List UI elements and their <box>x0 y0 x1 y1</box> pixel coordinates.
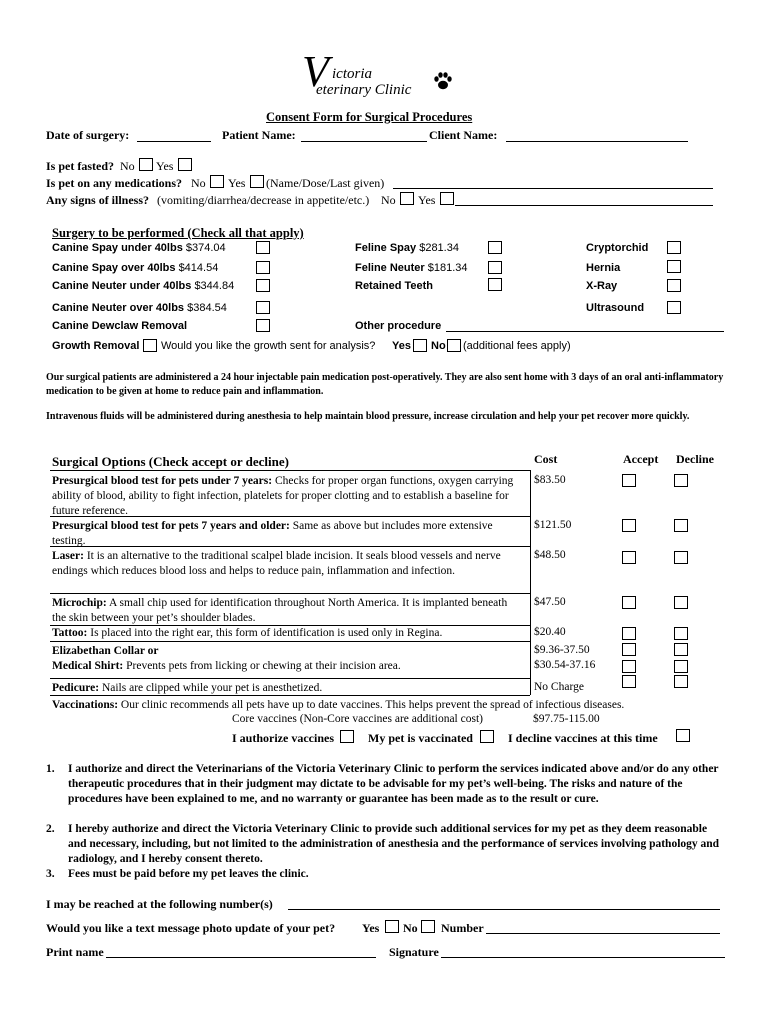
growth-question: Would you like the growth sent for analysis? <box>161 340 376 352</box>
accept-blood-test-under-7[interactable] <box>622 474 636 487</box>
other-procedure-label: Other procedure <box>355 320 442 332</box>
canine-spay-over-checkbox[interactable] <box>256 261 270 274</box>
option-blood-test-7-plus: Presurgical blood test for pets 7 years and older: Same as above but includes more extensive testing. <box>52 520 493 547</box>
retained-teeth-checkbox[interactable] <box>488 278 502 291</box>
accept-medical-shirt-2[interactable] <box>622 675 636 688</box>
pet-vaccinated-label: My pet is vaccinated <box>368 731 473 745</box>
accept-medical-shirt[interactable] <box>622 660 636 673</box>
canine-neuter-over-checkbox[interactable] <box>256 301 270 314</box>
cost-blood-test-under-7: $83.50 <box>534 474 566 486</box>
accept-e-collar[interactable] <box>622 643 636 656</box>
growth-no-checkbox[interactable] <box>447 339 461 352</box>
fasted-no-checkbox[interactable] <box>139 158 153 171</box>
cryptorchid-checkbox[interactable] <box>667 241 681 254</box>
decline-microchip[interactable] <box>674 596 688 609</box>
text-no-checkbox[interactable] <box>421 920 435 933</box>
phone-field[interactable] <box>288 909 720 910</box>
date-of-surgery-label: Date of surgery: <box>46 128 130 142</box>
decline-header: Decline <box>676 452 714 466</box>
client-name-field[interactable] <box>506 141 688 142</box>
growth-yes-checkbox[interactable] <box>413 339 427 352</box>
feline-spay-checkbox[interactable] <box>488 241 502 254</box>
feline-neuter-label: Feline Neuter $181.34 <box>355 262 468 274</box>
decline-medical-shirt[interactable] <box>674 660 688 673</box>
additional-fees-note: (additional fees apply) <box>463 340 571 352</box>
meds-no-label: No <box>191 176 206 190</box>
vaccinations-text: Vaccinations: Our clinic recommends all pets have up to date vaccines. This helps prevent the spread of infectious diseases. <box>52 699 625 711</box>
decline-vaccines-checkbox[interactable] <box>676 729 690 742</box>
consent-2-text: I hereby authorize and direct the Victoria Veterinary Clinic to provide such additional services for my pet as they deem reasonable and necessary, including, but not limited to the administration of anesthesia and the performance of services involving pathology and radiology, and I hereby consent thereto. <box>68 823 720 865</box>
option-pedicure: Pedicure: Nails are clipped while your pet is anesthetized. <box>52 682 323 694</box>
decline-tattoo[interactable] <box>674 627 688 640</box>
signature-field[interactable] <box>441 957 725 958</box>
fasted-label: Is pet fasted? <box>46 159 114 173</box>
consent-1-text: I authorize and direct the Veterinarians of the Victoria Veterinary Clinic to perform the services indicated above and/or do any other therapeutic procedures that in their judgment may dictate to be advisable for my pet’s well-being. The risks and nature of the procedures have been explained to me, and no warranty or guarantee has been made as to the result or cure. <box>68 763 719 805</box>
option-medical-shirt: Medical Shirt: Prevents pets from licking or chewing at their incision area. <box>52 660 401 672</box>
core-vaccines-label: Core vaccines (Non-Core vaccines are additional cost) <box>232 713 483 725</box>
illness-no-label: No <box>381 193 396 207</box>
cost-e-collar: $9.36-37.50 <box>534 644 590 656</box>
consent-1-number: 1. <box>46 763 55 775</box>
authorize-vaccines-checkbox[interactable] <box>340 730 354 743</box>
iv-fluids-note: Intravenous fluids will be administered during anesthesia to help maintain blood pressure, increase circulation and help your pet recover more quickly. <box>46 411 690 422</box>
accept-blood-test-7-plus[interactable] <box>622 519 636 532</box>
option-e-collar: Elizabethan Collar or <box>52 645 159 657</box>
ultrasound-checkbox[interactable] <box>667 301 681 314</box>
illness-no-checkbox[interactable] <box>400 192 414 205</box>
consent-3-text: Fees must be paid before my pet leaves the clinic. <box>68 868 309 880</box>
fasted-no-label: No <box>120 159 135 173</box>
date-of-surgery-field[interactable] <box>137 141 211 142</box>
pet-vaccinated-checkbox[interactable] <box>480 730 494 743</box>
medications-label: Is pet on any medications? <box>46 176 183 190</box>
canine-neuter-over-label: Canine Neuter over 40lbs $384.54 <box>52 302 227 314</box>
pain-medication-note: Our surgical patients are administered a 24 hour injectable pain medication post-operatively. They are also sent home with 3 days of an oral anti-inflammatory medication to be given at home to reduce pain and inflammation. <box>46 372 724 397</box>
decline-medical-shirt-2[interactable] <box>674 675 688 688</box>
consent-3-number: 3. <box>46 868 55 880</box>
cost-microchip: $47.50 <box>534 596 566 608</box>
meds-yes-label: Yes <box>228 176 246 190</box>
decline-blood-test-7-plus[interactable] <box>674 519 688 532</box>
logo-letter-v: V <box>302 47 329 96</box>
cost-laser: $48.50 <box>534 549 566 561</box>
cost-pedicure: No Charge <box>534 681 584 693</box>
form-title: Consent Form for Surgical Procedures <box>266 110 473 124</box>
logo-line2: eterinary Clinic <box>316 82 412 98</box>
hernia-label: Hernia <box>586 262 621 274</box>
xray-label: X-Ray <box>586 280 618 292</box>
retained-teeth-label: Retained Teeth <box>355 280 434 292</box>
ultrasound-label: Ultrasound <box>586 302 645 314</box>
consent-2-number: 2. <box>46 823 55 835</box>
canine-spay-over-label: Canine Spay over 40lbs $414.54 <box>52 262 219 274</box>
options-heading: Surgical Options (Check accept or decline) <box>52 454 289 469</box>
cost-blood-test-7-plus: $121.50 <box>534 519 572 531</box>
canine-neuter-under-label: Canine Neuter under 40lbs $344.84 <box>52 280 235 292</box>
meds-no-checkbox[interactable] <box>210 175 224 188</box>
fasted-yes-checkbox[interactable] <box>178 158 192 171</box>
meds-details-field[interactable] <box>393 188 713 189</box>
phone-label: I may be reached at the following number(s) <box>46 897 273 911</box>
authorize-vaccines-label: I authorize vaccines <box>232 731 334 745</box>
illness-yes-label: Yes <box>418 193 436 207</box>
hernia-checkbox[interactable] <box>667 260 681 273</box>
patient-name-label: Patient Name: <box>222 128 296 142</box>
canine-neuter-under-checkbox[interactable] <box>256 279 270 292</box>
decline-blood-test-under-7[interactable] <box>674 474 688 487</box>
option-microchip: Microchip: A small chip used for identification throughout North America. It is implanted beneath the skin between your pet’s shoulder blades. <box>52 597 508 624</box>
number-field[interactable] <box>486 933 720 934</box>
client-name-label: Client Name: <box>429 128 498 142</box>
text-no-label: No <box>403 921 418 935</box>
accept-tattoo[interactable] <box>622 627 636 640</box>
canine-dewclaw-label: Canine Dewclaw Removal <box>52 320 188 332</box>
canine-spay-under-checkbox[interactable] <box>256 241 270 254</box>
signature-label: Signature <box>389 945 439 959</box>
text-update-label: Would you like a text message photo update of your pet? <box>46 921 336 935</box>
illness-details-field[interactable] <box>455 205 713 206</box>
option-blood-test-under-7: Presurgical blood test for pets under 7 years: Checks for proper organ functions, oxygen carrying ability of blood, ability to fight infection, platelets for proper clotting and to establish a baseline for future reference. <box>52 475 514 517</box>
illness-yes-checkbox[interactable] <box>440 192 454 205</box>
growth-no-label: No <box>431 340 446 352</box>
illness-note: (vomiting/diarrhea/decrease in appetite/etc.) <box>157 193 370 207</box>
decline-laser[interactable] <box>674 551 688 564</box>
decline-e-collar[interactable] <box>674 643 688 656</box>
core-vaccines-cost: $97.75-115.00 <box>533 713 600 725</box>
feline-neuter-checkbox[interactable] <box>488 261 502 274</box>
xray-checkbox[interactable] <box>667 279 681 292</box>
patient-name-field[interactable] <box>301 141 427 142</box>
canine-dewclaw-checkbox[interactable] <box>256 319 270 332</box>
cryptorchid-label: Cryptorchid <box>586 242 649 254</box>
feline-spay-label: Feline Spay $281.34 <box>355 242 459 254</box>
growth-removal-checkbox[interactable] <box>143 339 157 352</box>
print-name-field[interactable] <box>106 957 376 958</box>
option-tattoo: Tattoo: Is placed into the right ear, this form of identification is used only in Regina. <box>52 627 443 639</box>
accept-laser[interactable] <box>622 551 636 564</box>
accept-microchip[interactable] <box>622 596 636 609</box>
logo-line1: ictoria <box>332 66 372 82</box>
other-procedure-field[interactable] <box>446 331 724 332</box>
fasted-yes-label: Yes <box>156 159 174 173</box>
paw-icon <box>432 70 454 92</box>
text-yes-label: Yes <box>362 921 380 935</box>
meds-note: (Name/Dose/Last given) <box>266 176 385 190</box>
illness-label: Any signs of illness? <box>46 193 150 207</box>
cost-tattoo: $20.40 <box>534 626 566 638</box>
option-laser: Laser: It is an alternative to the traditional scalpel blade incision. It seals blood vessels and nerve endings which reduces blood loss and helps to reduce pain, inflammation and infection. <box>52 550 501 577</box>
canine-spay-under-label: Canine Spay under 40lbs $374.04 <box>52 242 226 254</box>
growth-removal-label: Growth Removal <box>52 340 140 352</box>
growth-yes-label: Yes <box>392 340 411 352</box>
clinic-logo <box>302 47 462 104</box>
cost-header: Cost <box>534 452 558 466</box>
meds-yes-checkbox[interactable] <box>250 175 264 188</box>
decline-vaccines-label: I decline vaccines at this time <box>508 731 658 745</box>
accept-header: Accept <box>623 452 659 466</box>
number-label: Number <box>441 921 484 935</box>
surgery-heading: Surgery to be performed (Check all that apply) <box>52 226 304 240</box>
cost-medical-shirt: $30.54-37.16 <box>534 659 596 671</box>
text-yes-checkbox[interactable] <box>385 920 399 933</box>
print-name-label: Print name <box>46 945 104 959</box>
